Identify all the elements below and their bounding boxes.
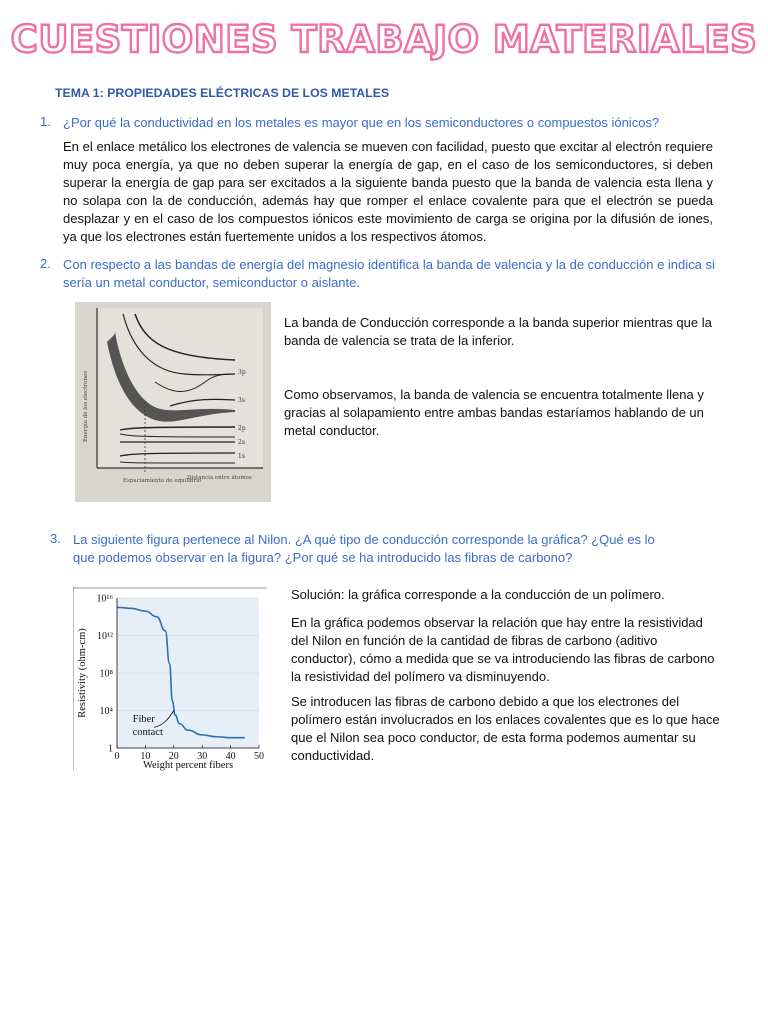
x-tick-label: 30 <box>197 751 208 762</box>
resistivity-chart-svg <box>73 584 273 774</box>
level-3s: 3s <box>238 397 245 404</box>
x-tick-label: 10 <box>140 751 151 762</box>
level-1s: 1s <box>238 453 245 460</box>
y-tick-label: 1 <box>108 743 113 755</box>
section-heading: TEMA 1: PROPIEDADES ELÉCTRICAS DE LOS METALES <box>55 86 390 100</box>
x-tick-label: 20 <box>168 751 179 762</box>
band-figure-ylabel: Energía de los electrones <box>83 370 89 442</box>
question-1-text: ¿Por qué la conductividad en los metales es mayor que en los semiconductores o compuestos iónicos? <box>63 115 660 130</box>
y-tick-label: 10⁸ <box>99 668 113 680</box>
band-energy-diagram <box>75 302 271 502</box>
x-tick-label: 50 <box>254 751 264 762</box>
fiber-contact-annotation-line1: Fiber <box>132 713 155 725</box>
x-tick-label: 40 <box>225 751 236 762</box>
x-tick-label: 0 <box>114 751 120 762</box>
page-title: CUESTIONES TRABAJO MATERIALES <box>10 18 758 61</box>
question-3-text: La siguiente figura pertenece al Nilon. ¿A qué tipo de conducción corresponde la gráfica? ¿Qué es lo que podemos observar en la figura? ¿Por qué se ha introducido las fibras de carbono? <box>73 532 655 565</box>
y-tick-label: 10¹⁶ <box>96 593 113 605</box>
question-1-number: 1. <box>40 114 51 129</box>
resistivity-chart <box>73 584 273 774</box>
answer-2-paragraph-1: La banda de Conducción corresponde a la banda superior mientras que la banda de valencia se trata de la inferior. <box>284 315 712 348</box>
answer-3-paragraph-1: En la gráfica podemos observar la relación que hay entre la resistividad del Nilon en función de la cantidad de fibras de carbono (aditivo conductor), cómo a medida que se va introduciendo las fibras de carbono la resistividad del polímero va disminuyendo. <box>291 615 715 684</box>
band-figure-xlabel-left: Espaciamiento de equilibrio <box>123 478 202 484</box>
answer-1-text: En el enlace metálico los electrones de valencia se mueven con facilidad, puesto que excitar al electrón requiere muy poca energía, ya que no deben superar la energía de gap, en el caso de los semiconductores, si deben superar la energía de gap para ser excitados a la siguiente banda puesto que la banda de valencia esta llena y no solapa con la de conducción, además hay que romper el enlace covalente para que el electrón se pueda desplazar y en el caso de los compuestos iónicos este movimiento de carga se origina por la difusión de iones, ya que los electrones están fuertemente unidos a los respectivos átomos. <box>63 139 713 244</box>
question-2-text: Con respecto a las bandas de energía del magnesio identifica la banda de valencia y la de conducción e indica si sería un metal conductor, semiconductor o aislante. <box>63 257 715 290</box>
level-3p: 3p <box>238 369 246 376</box>
level-2s: 2s <box>238 439 245 446</box>
band-energy-figure <box>75 302 271 502</box>
y-tick-label: 10⁴ <box>99 706 113 717</box>
level-2p: 2p <box>238 425 246 432</box>
fiber-contact-annotation-line2: contact <box>132 726 163 738</box>
answer-3-solution: Solución: la gráfica corresponde a la conducción de un polímero. <box>291 587 665 602</box>
answer-3-paragraph-2: Se introducen las fibras de carbono debido a que los electrones del polímero están involucrados en los enlaces covalentes que es lo que hace que el Nilon sea poco conductor, de esta forma podemos aumentar su conductividad. <box>291 694 720 763</box>
chart-x-label: Weight percent fibers <box>142 760 234 771</box>
band-figure-xlabel-right: Distancia entre átomos <box>187 475 252 481</box>
question-2-number: 2. <box>40 256 51 271</box>
question-3-number: 3. <box>50 531 61 546</box>
chart-y-label: Resistivity (ohm-cm) <box>77 628 88 718</box>
answer-2-paragraph-2: Como observamos, la banda de valencia se encuentra totalmente llena y gracias al solapamiento entre ambas bandas estaríamos hablando de un metal conductor. <box>284 387 704 438</box>
y-tick-label: 10¹² <box>97 631 113 642</box>
